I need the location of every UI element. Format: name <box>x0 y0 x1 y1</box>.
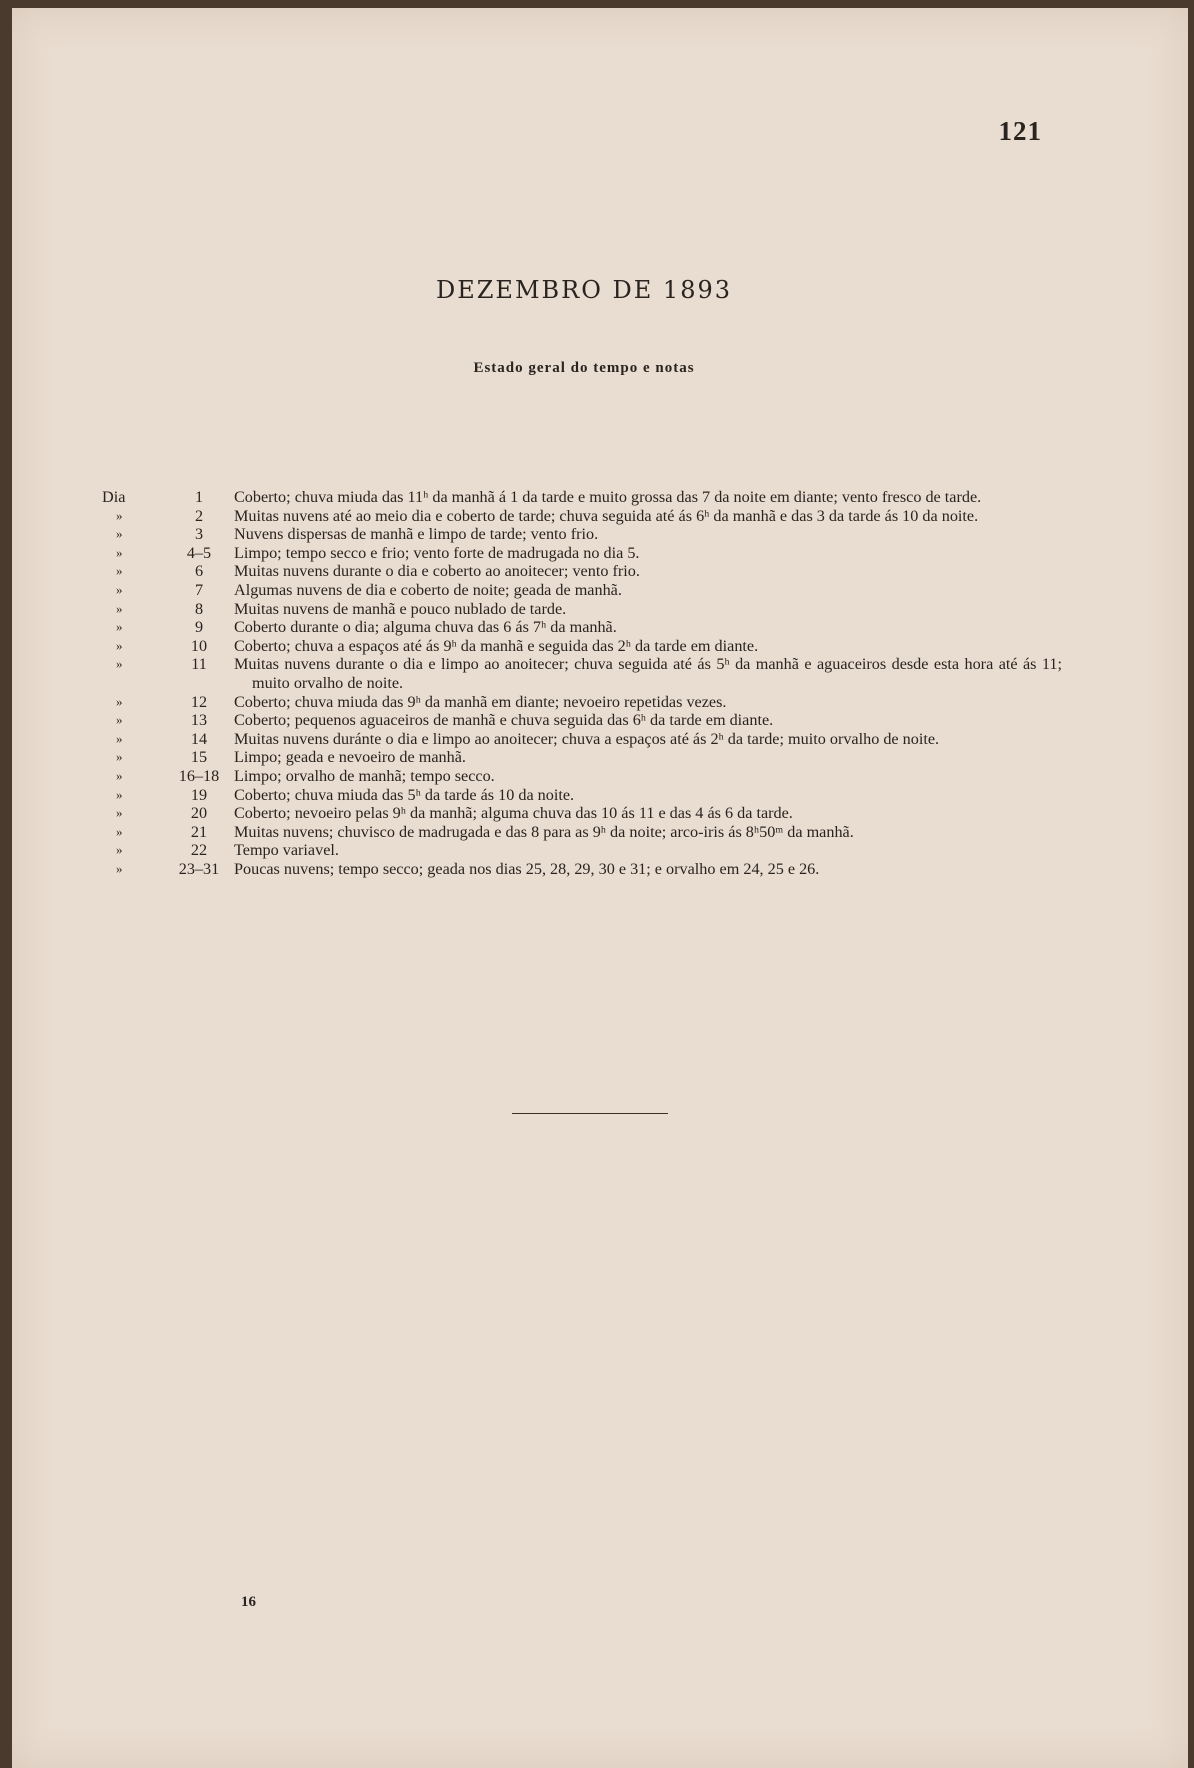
list-item <box>102 618 1062 637</box>
entry-day: 21 <box>190 822 208 841</box>
entry-text: Coberto; chuva miuda das 5ʰ da tarde ás 10 da noite. <box>234 785 575 804</box>
entry-day: 14 <box>190 729 208 748</box>
entry-label: » <box>116 749 123 765</box>
entry-label: » <box>116 526 123 542</box>
entry-text: Muitas nuvens durante o dia e coberto ao anoitecer; vento frio. <box>234 562 640 581</box>
entry-label: » <box>116 656 123 672</box>
list-item <box>102 730 1062 749</box>
entry-label: » <box>116 712 123 728</box>
entry-day: 12 <box>190 692 208 711</box>
list-item <box>102 488 1062 507</box>
list-item <box>102 711 1062 730</box>
entry-text: Nuvens dispersas de manhã e limpo de tarde; vento frio. <box>234 525 599 544</box>
list-item <box>102 804 1062 823</box>
list-item <box>102 860 1062 879</box>
page-title: DEZEMBRO DE 1893 <box>435 276 732 304</box>
entry-day: 23–31 <box>178 859 220 878</box>
entry-text: Coberto; pequenos aguaceiros de manhã e chuva seguida das 6ʰ da tarde em diante. <box>234 711 774 730</box>
weather-entries-list <box>102 488 1062 878</box>
list-item <box>102 562 1062 581</box>
entry-day: 15 <box>190 748 208 767</box>
entry-text: Algumas nuvens de dia e coberto de noite; geada de manhã. <box>234 580 622 599</box>
list-item <box>102 544 1062 563</box>
list-item <box>102 637 1062 656</box>
entry-label: » <box>116 563 123 579</box>
entry-label: » <box>116 860 123 876</box>
list-item <box>102 767 1062 786</box>
list-item <box>102 581 1062 600</box>
entry-day: 13 <box>190 711 208 730</box>
list-item <box>102 841 1062 860</box>
entry-day: 6 <box>194 562 204 581</box>
entry-text: Muitas nuvens; chuvisco de madrugada e das 8 para as 9ʰ da noite; arco-iris ás 8ʰ50ᵐ da manhã. <box>234 822 854 841</box>
entry-label: Dia <box>102 488 126 506</box>
entry-text: Muitas nuvens de manhã e pouco nublado de tarde. <box>234 599 567 618</box>
entry-text: Muitas nuvens duránte o dia e limpo ao anoitecer; chuva a espaços até ás 2ʰ da tarde; muito orvalho de noite. <box>234 729 940 748</box>
entry-day: 7 <box>194 580 204 599</box>
entry-day: 8 <box>194 599 204 618</box>
list-item <box>102 600 1062 619</box>
document-page <box>12 8 1188 1768</box>
entry-label: » <box>116 693 123 709</box>
page-subtitle: Estado geral do tempo e notas <box>473 360 695 376</box>
entry-day: 4–5 <box>186 543 212 562</box>
entry-label: » <box>116 507 123 523</box>
entry-label: » <box>116 805 123 821</box>
signature-mark: 16 <box>241 1594 256 1610</box>
entry-text: Tempo variavel. <box>234 841 339 860</box>
list-item <box>102 748 1062 767</box>
entry-day: 9 <box>194 618 204 637</box>
entry-day: 3 <box>194 525 204 544</box>
entry-day: 11 <box>191 655 207 674</box>
entry-day: 10 <box>190 636 208 655</box>
list-item <box>102 693 1062 712</box>
section-divider <box>512 1113 668 1114</box>
list-item <box>102 507 1062 526</box>
entry-day: 2 <box>194 506 204 525</box>
entry-text: Coberto; chuva a espaços até ás 9ʰ da manhã e seguida das 2ʰ da tarde em diante. <box>234 636 759 655</box>
entry-label: » <box>116 637 123 653</box>
entry-day: 22 <box>190 841 208 860</box>
list-item <box>102 823 1062 842</box>
entry-day: 19 <box>190 785 208 804</box>
entry-label: » <box>116 767 123 783</box>
entry-text: Coberto durante o dia; alguma chuva das 6 ás 7ʰ da manhã. <box>234 618 617 637</box>
page-number: 121 <box>998 116 1042 146</box>
entry-label: » <box>116 619 123 635</box>
entry-label: » <box>116 544 123 560</box>
entry-text: Muitas nuvens durante o dia e limpo ao anoitecer; chuva seguida até ás 5ʰ da manhã e aguaceiros desde esta hora até ás 11; muito orvalho de noite. <box>234 655 1062 692</box>
entry-text: Poucas nuvens; tempo secco; geada nos dias 25, 28, 29, 30 e 31; e orvalho em 24, 25 e 26. <box>234 859 820 878</box>
entry-label: » <box>116 823 123 839</box>
entry-label: » <box>116 600 123 616</box>
entry-text: Muitas nuvens até ao meio dia e coberto de tarde; chuva seguida até ás 6ʰ da manhã e das 3 da tarde ás 10 da noite. <box>234 506 979 525</box>
entry-label: » <box>116 842 123 858</box>
entry-text: Limpo; geada e nevoeiro de manhã. <box>234 748 466 767</box>
list-item <box>102 655 1062 692</box>
list-item <box>102 786 1062 805</box>
entry-label: » <box>116 786 123 802</box>
entry-text: Limpo; orvalho de manhã; tempo secco. <box>234 766 495 785</box>
entry-text: Coberto; nevoeiro pelas 9ʰ da manhã; alguma chuva das 10 ás 11 e das 4 ás 6 da tarde. <box>234 804 793 823</box>
entry-day: 1 <box>194 488 204 506</box>
entry-day: 16–18 <box>178 766 220 785</box>
entry-text: Coberto; chuva miuda das 9ʰ da manhã em diante; nevoeiro repetidas vezes. <box>234 692 727 711</box>
entry-label: » <box>116 730 123 746</box>
entry-text: Coberto; chuva miuda das 11ʰ da manhã á 1 da tarde e muito grossa das 7 da noite em diante; vento fresco de tarde. <box>234 488 982 506</box>
entry-label: » <box>116 581 123 597</box>
entry-text: Limpo; tempo secco e frio; vento forte de madrugada no dia 5. <box>234 543 640 562</box>
list-item <box>102 525 1062 544</box>
entry-day: 20 <box>190 804 208 823</box>
